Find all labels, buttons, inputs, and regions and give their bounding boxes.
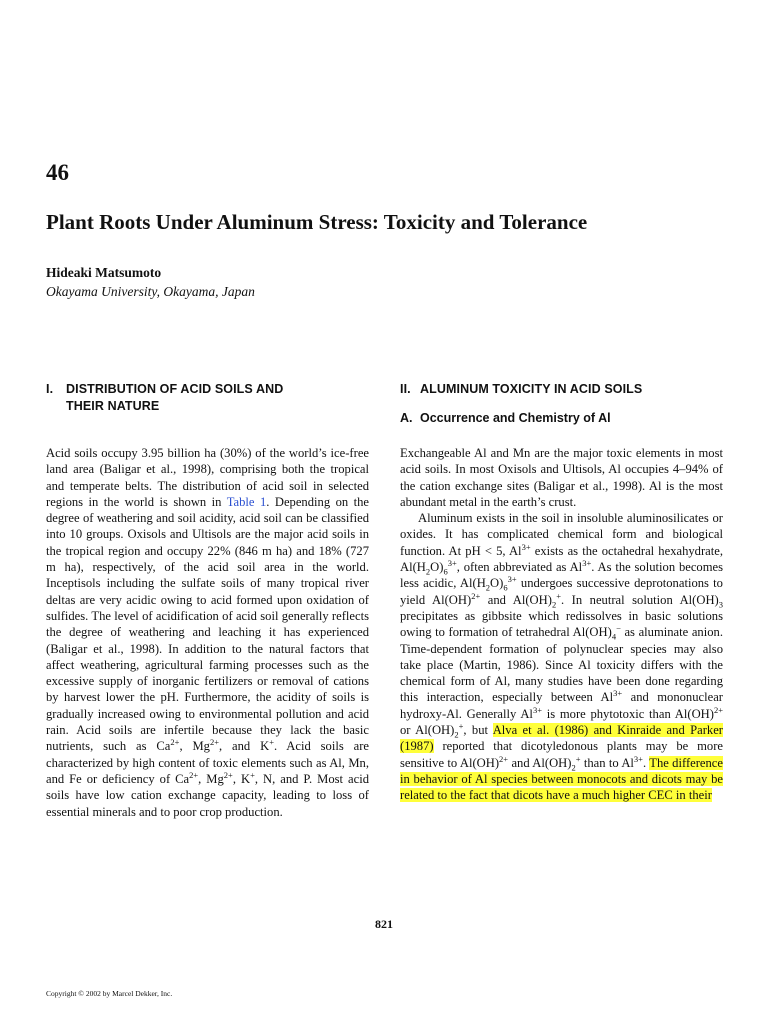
chapter-title: Plant Roots Under Aluminum Stress: Toxicity and Tolerance <box>46 210 588 234</box>
page-number: 821 <box>375 917 393 931</box>
author-name: Hideaki Matsumoto <box>46 265 162 280</box>
section-title-line1: DISTRIBUTION OF ACID SOILS AND <box>66 382 284 396</box>
section-heading-2 <box>400 381 723 398</box>
section-title-line2: THEIR NATURE <box>66 399 160 413</box>
section-number: II. <box>400 382 411 396</box>
right-column <box>400 381 723 804</box>
section-heading-1 <box>46 381 369 415</box>
left-column <box>46 381 369 820</box>
highlight-citation: Alva et al. (1986) and Kinraide and Parker (1987) <box>400 723 723 754</box>
highlight-passage: The difference in behavior of Al species between monocots and dicots may be related to the fact that dicots have a much higher CEC in their <box>400 755 723 803</box>
section-number: I. <box>46 382 54 396</box>
subsection-heading-a <box>400 410 723 427</box>
section-title: ALUMINUM TOXICITY IN ACID SOILS <box>420 382 643 396</box>
subsection-number: A. <box>400 411 413 425</box>
paragraph-al-chemistry: Aluminum exists in the soil in insoluble aluminosilicates or oxides. It has complicated chemical form and biological function. At pH < 5, $Al^{3+}$ exists as the octahedral hexahydrate, $Al(H_2O)_6^{3+}$, often abbreviated as $Al^{3+}$. As the solution becomes less acidic, $Al(H_2O)_6^{3+}$ undergoes successive deprotonations to yield Al(OH)$^{2+}$ and $Al(OH)_2^+$. In neutral solution $Al(OH)_3$ precipitates as gibbsite which redissolves in basic solutions owing to formation of tetrahedral $Al(OH)_4^-$ as aluminate anion. Time-dependent formation of polynuclear species may also take place (Martin, 1986). Since Al toxicity differs with the chemical form of Al, many studies have been done regarding this interaction, especially between $Al^{3+}$ and mononuclear hydroxy-Al. Generally $Al^{3+}$ is more phytotoxic than Al(OH)$^{2+}$ or $Al(OH)_2^+$, but Alva et al. (1986) and Kinraide and Parker (1987) reported that dicotyledonous plants may be more sensitive to Al(OH)$^{2+}$ and $Al(OH)_2^+$ than to $Al^{3+}$. The difference in behavior of Al species between monocots and dicots may be related to the fact that dicots have a much higher CEC in their <box>400 511 724 803</box>
table-1-link[interactable]: Table 1 <box>226 494 267 509</box>
subsection-title: Occurrence and Chemistry of Al <box>420 411 611 425</box>
chapter-number: 46 <box>46 160 69 185</box>
copyright-notice: Copyright © 2002 by Marcel Dekker, Inc. <box>46 989 173 998</box>
author-affiliation: Okayama University, Okayama, Japan <box>46 284 255 299</box>
paragraph-exchangeable-al: Exchangeable Al and Mn are the major toxic elements in most acid soils. In most Oxisols and Ultisols, Al occupies 4–94% of the cation exchange sites (Baligar et al., 1998). Al is the most abundant metal in the earth’s crust. <box>400 446 723 509</box>
paragraph-acid-soils: Acid soils occupy 3.95 billion ha (30%) of the world’s ice-free land area (Baligar et al., 1998), comprising both the tropical and temperate belts. The distribution of acid soil in selected regions in the world is shown in Table 1. Depending on the degree of weathering and soil acidity, acid soil can be classified into 10 groups. Oxisols and Ultisols are the major acid soils in the tropical region and occupy 22% (846 m ha) and 18% (727 m ha), respectively, of the acid soil area in the world. Inceptisols including the sulfate soils of many tropical river deltas are very acidic owing to acid formed upon oxidation of sulfides. The level of acidification of acid soil generally reflects the degree of weathering and leaching it has experienced (Baligar et al., 1998). In addition to the natural factors that affect weathering, agricultural farming processes such as the excessive supply of inorganic fertilizers or removal of cations by harvest lower the pH. Furthermore, the acidity of soils is gradually increased owing to environmental pollution and acid rain. Acid soils are infertile because they lack the basic nutrients, such as $Ca^{2+}$, $Mg^{2+}$, and K+. Acid soils are characterized by high content of toxic elements such as Al, Mn, and Fe or deficiency of $Ca^{2+}$, $Mg^{2+}$, K+, N, and P. Most acid soils have low cation exchange capacity, leading to loss of essential minerals and to poor crop production. <box>46 446 370 819</box>
